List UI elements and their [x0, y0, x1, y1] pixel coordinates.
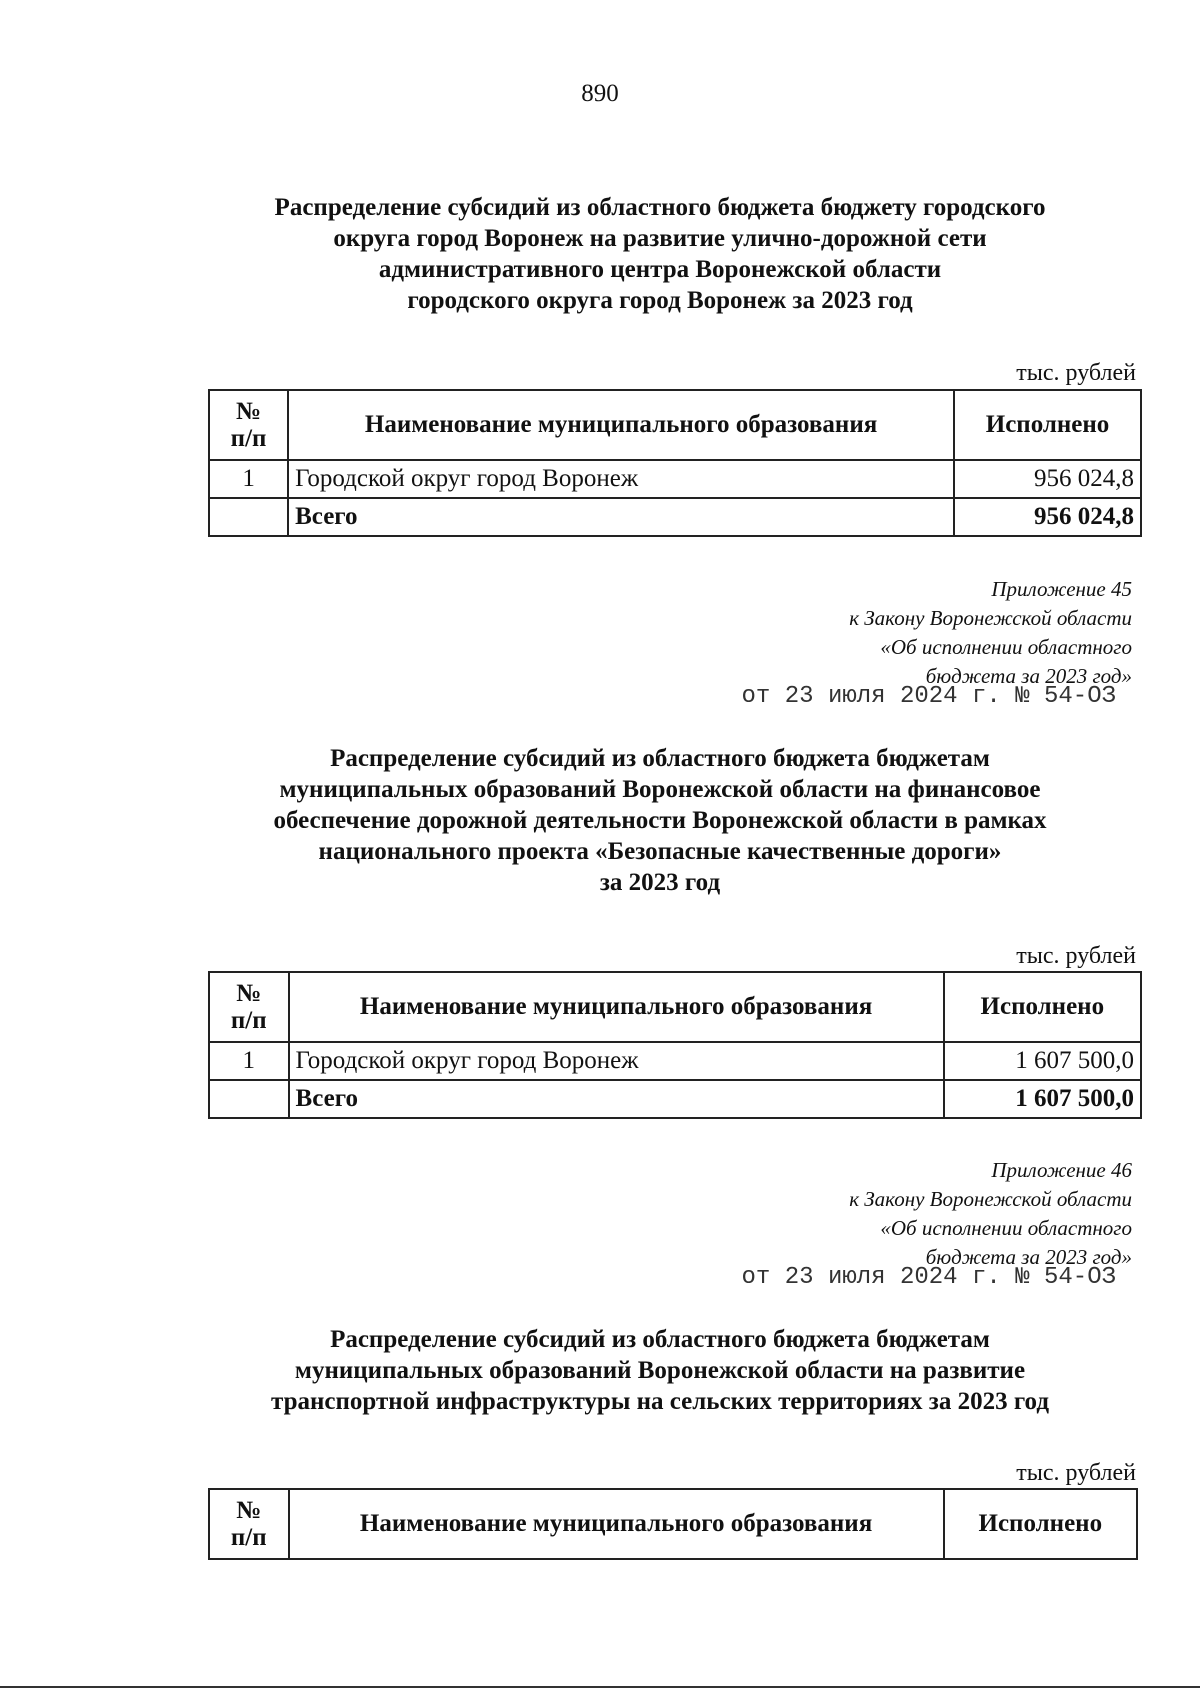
table-total-row: [209, 498, 1141, 536]
title-line: Распределение субсидий из областного бюджета бюджетам: [330, 745, 990, 772]
header-name: Наименование муниципального образования: [289, 972, 944, 1042]
header-num: [209, 1489, 289, 1559]
total-label: Всего: [289, 1080, 944, 1118]
title-line: административного центра Воронежской области: [378, 256, 942, 283]
registration-stamp: от 23 июля 2024 г. № 54-ОЗ: [741, 683, 1116, 710]
title-line: городского округа город Воронеж за 2023 год: [407, 287, 913, 314]
budget-table-1: [208, 389, 1142, 537]
total-label: Всего: [288, 498, 954, 536]
page-bottom-rule: [0, 1686, 1200, 1688]
appendix-line: к Закону Воронежской области: [849, 1187, 1132, 1211]
title-line: за 2023 год: [599, 869, 721, 896]
registration-stamp: от 23 июля 2024 г. № 54-ОЗ: [741, 1264, 1116, 1291]
total-num-empty: [209, 498, 288, 536]
row-name: Городской округ город Воронеж: [288, 460, 954, 498]
row-value: 956 024,8: [954, 460, 1141, 498]
title-line: муниципальных образований Воронежской области на финансовое: [279, 776, 1041, 803]
header-num: [209, 390, 288, 460]
row-value: 1 607 500,0: [944, 1042, 1141, 1080]
header-num-line: №: [236, 1497, 262, 1524]
title-line: национального проекта «Безопасные качественные дороги»: [318, 838, 1002, 865]
section-3-title: [200, 1324, 1120, 1417]
appendix-45: [849, 575, 1132, 691]
appendix-line: бюджета за 2023 год»: [925, 664, 1132, 688]
row-num: 1: [209, 1042, 289, 1080]
budget-table-2: [208, 971, 1142, 1119]
header-num-line: №: [236, 398, 262, 425]
units-label: тыс. рублей: [1016, 943, 1136, 969]
table-row: [209, 1042, 1141, 1080]
units-label: тыс. рублей: [1016, 360, 1136, 386]
header-num-line: п/п: [230, 1524, 267, 1551]
table-header-row: [209, 1489, 1137, 1559]
table-row: [209, 460, 1141, 498]
section-2-title: [200, 743, 1120, 898]
title-line: обеспечение дорожной деятельности Воронежской области в рамках: [273, 807, 1047, 834]
header-num: [209, 972, 289, 1042]
header-value: Исполнено: [944, 1489, 1137, 1559]
header-num-line: п/п: [230, 1007, 267, 1034]
header-value: Исполнено: [954, 390, 1141, 460]
appendix-line: Приложение 45: [991, 577, 1132, 601]
page-number: 890: [581, 80, 619, 107]
title-line: муниципальных образований Воронежской области на развитие: [294, 1357, 1026, 1384]
total-value: 1 607 500,0: [944, 1080, 1141, 1118]
header-value: Исполнено: [944, 972, 1141, 1042]
header-num-line: п/п: [230, 425, 267, 452]
appendix-line: бюджета за 2023 год»: [925, 1245, 1132, 1269]
appendix-46: [849, 1156, 1132, 1272]
title-line: транспортной инфраструктуры на сельских территориях за 2023 год: [271, 1388, 1049, 1415]
table-header-row: [209, 972, 1141, 1042]
table-header-row: [209, 390, 1141, 460]
appendix-line: к Закону Воронежской области: [849, 606, 1132, 630]
header-name: Наименование муниципального образования: [288, 390, 954, 460]
title-line: Распределение субсидий из областного бюджета бюджету городского: [274, 194, 1046, 221]
header-num-line: №: [236, 980, 262, 1007]
table-total-row: [209, 1080, 1141, 1118]
appendix-line: «Об исполнении областного: [880, 1216, 1132, 1240]
total-value: 956 024,8: [954, 498, 1141, 536]
units-label: тыс. рублей: [1016, 1460, 1136, 1486]
title-line: Распределение субсидий из областного бюджета бюджетам: [330, 1326, 990, 1353]
total-num-empty: [209, 1080, 289, 1118]
section-1-title: [200, 192, 1120, 316]
appendix-line: «Об исполнении областного: [880, 635, 1132, 659]
title-line: округа город Воронеж на развитие улично-дорожной сети: [333, 225, 987, 252]
appendix-line: Приложение 46: [991, 1158, 1132, 1182]
row-num: 1: [209, 460, 288, 498]
budget-table-3: [208, 1488, 1138, 1560]
row-name: Городской округ город Воронеж: [289, 1042, 944, 1080]
header-name: Наименование муниципального образования: [289, 1489, 944, 1559]
